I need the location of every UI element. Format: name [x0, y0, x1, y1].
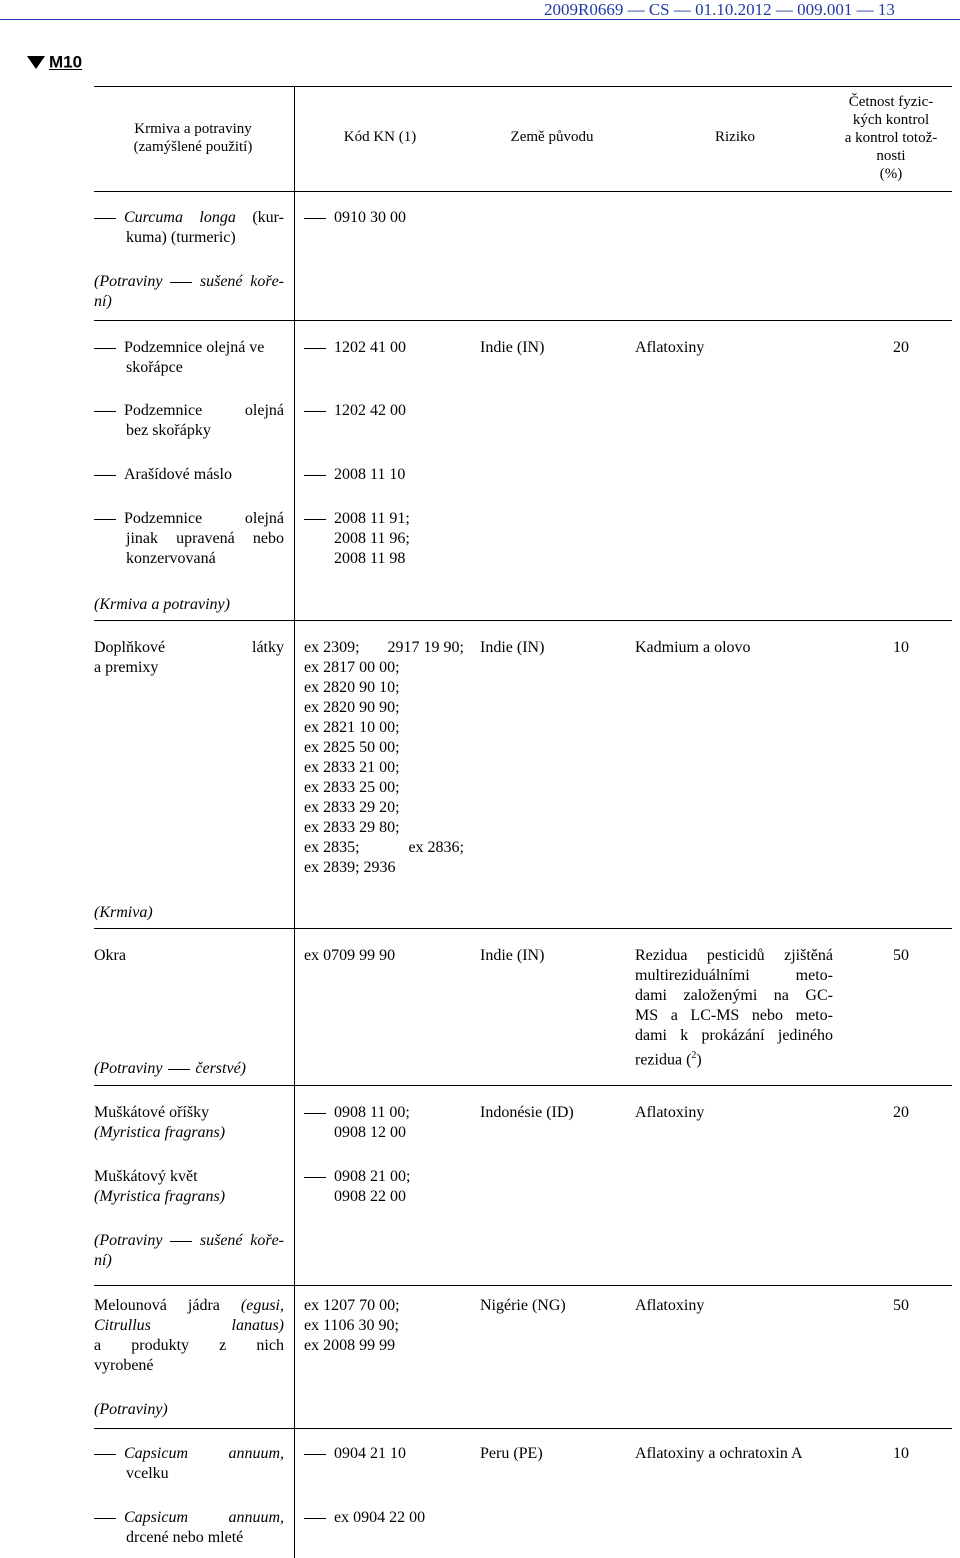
- column-header-cn-code: Kód KN (1): [343, 129, 417, 145]
- check-frequency: 10: [893, 1445, 909, 1462]
- row-rule: [94, 320, 952, 321]
- check-frequency: 50: [893, 1297, 909, 1314]
- product-peanuts-shelled: Podzemnice olejná bez skořápky: [94, 401, 284, 441]
- hazard: Aflatoxiny: [635, 1297, 705, 1314]
- check-frequency: 20: [893, 339, 909, 356]
- hazard: Aflatoxiny: [635, 1104, 705, 1121]
- header-rule: [0, 19, 960, 20]
- cn-code: 0908 21 00; 0908 22 00: [304, 1167, 410, 1207]
- cn-code: 0910 30 00: [304, 208, 406, 228]
- country-of-origin: Indie (IN): [480, 339, 545, 356]
- intended-use: (Potraviny čerstvé): [94, 1060, 246, 1077]
- country-of-origin: Nigérie (NG): [480, 1297, 566, 1314]
- cn-code-list: ex 1207 70 00; ex 1106 30 90; ex 2008 99 99: [304, 1297, 400, 1354]
- intended-use: (Potraviny sušené koře- ní): [94, 1232, 284, 1269]
- product-capsicum-crushed: Capsicum annuum, drcené nebo mleté: [94, 1508, 284, 1548]
- hazard: Rezidua pesticidů zjištěná multireziduálními meto- dami založenými na GC- MS a LC-MS nebo meto- dami k prokázání jediného rezidua ($^2$): [635, 947, 833, 1069]
- country-of-origin: Indie (IN): [480, 639, 545, 656]
- document-header: 2009R0669 — CS — 01.10.2012 — 009.001 — 13: [544, 0, 895, 19]
- product-peanuts-prepared: Podzemnice olejná jinak upravená nebo konzervovaná: [94, 509, 284, 569]
- cn-code-list: ex 2309; 2917 19 90; ex 2817 00 00; ex 2820 90 10; ex 2820 90 90; ex 2821 10 00; ex 2825 50 00; ex 2833 21 00; ex 2833 25 00; ex 2833 29 20; ex 2833 29 80; ex 2835; ex 2836; ex 2839; 2936: [304, 639, 464, 876]
- country-of-origin: Peru (PE): [480, 1445, 543, 1462]
- cn-code: ex 0904 22 00: [304, 1508, 425, 1528]
- column-divider: [294, 86, 295, 1558]
- product-capsicum-whole: Capsicum annuum, vcelku: [94, 1444, 284, 1484]
- cn-code: 2008 11 10: [304, 465, 405, 485]
- check-frequency: 10: [893, 639, 909, 656]
- amendment-marker: [27, 52, 82, 73]
- cn-code: 1202 41 00: [304, 338, 406, 358]
- country-of-origin: Indie (IN): [480, 947, 545, 964]
- column-header-frequency: Četnost fyzic- kých kontrol a kontrol totož- nosti (%): [844, 94, 938, 182]
- cn-code: ex 0709 99 90: [304, 947, 396, 964]
- triangle-down-icon: [27, 56, 45, 69]
- table-top-rule: [94, 86, 952, 87]
- product-peanuts-in-shell: Podzemnice olejná ve skořápce: [94, 338, 284, 378]
- product-melon-seeds: Melounová jádra (egusi, Citrullus lanatus) a produkty z nich vyrobené: [94, 1297, 284, 1374]
- row-rule: [94, 1085, 952, 1086]
- country-of-origin: Indonésie (ID): [480, 1104, 574, 1121]
- product-nutmeg: Muškátové oříšky (Myristica fragrans): [94, 1104, 226, 1141]
- header-bottom-rule: [94, 191, 952, 192]
- intended-use: (Potraviny): [94, 1401, 168, 1418]
- row-rule: [94, 620, 952, 621]
- product-additives: Doplňkové látky a premixy: [94, 639, 284, 676]
- product-okra: Okra: [94, 947, 126, 964]
- product-peanut-butter: Arašídové máslo: [94, 465, 284, 485]
- column-header-country: Země původu: [510, 129, 594, 145]
- cn-code: 0904 21 10: [304, 1444, 406, 1464]
- row-rule: [94, 1285, 952, 1286]
- intended-use: (Potraviny sušené koře- ní): [94, 273, 284, 310]
- cn-code: 0908 11 00; 0908 12 00: [304, 1103, 410, 1143]
- amendment-label: M10: [49, 52, 83, 72]
- product-mace: Muškátový květ (Myristica fragrans): [94, 1168, 226, 1205]
- check-frequency: 50: [893, 947, 909, 964]
- column-header-risk: Riziko: [715, 129, 755, 145]
- hazard: Aflatoxiny: [635, 339, 705, 356]
- check-frequency: 20: [893, 1104, 909, 1121]
- row-rule: [94, 928, 952, 929]
- cn-code: 1202 42 00: [304, 401, 406, 421]
- intended-use: (Krmiva): [94, 904, 153, 921]
- hazard: Kadmium a olovo: [635, 639, 751, 656]
- product-curcuma: Curcuma longa (kur- kuma) (turmeric): [94, 208, 284, 248]
- cn-code: 2008 11 91; 2008 11 96; 2008 11 98: [304, 509, 410, 569]
- hazard: Aflatoxiny a ochratoxin A: [635, 1445, 803, 1462]
- column-header-product: Krmiva a potraviny (zamýšlené použití): [133, 121, 253, 155]
- row-rule: [94, 1428, 952, 1429]
- intended-use: (Krmiva a potraviny): [94, 596, 230, 613]
